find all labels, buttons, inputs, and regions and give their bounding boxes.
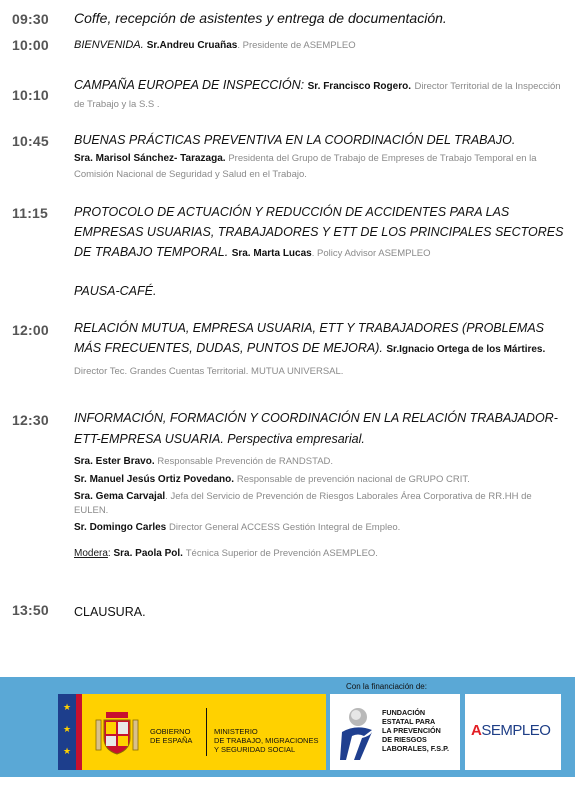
speaker-name: Sr. Manuel Jesús Ortiz Povedano.	[74, 474, 235, 485]
item-time: 11:15	[12, 205, 49, 221]
speaker-name: Sra. Gema Carvajal	[74, 491, 166, 502]
speaker-name: Sra. Ester Bravo.	[74, 456, 155, 467]
item-content	[74, 130, 566, 183]
speaker-entry	[74, 520, 566, 536]
moderator-separator: :	[107, 548, 111, 559]
speaker-role: Director Territorial de la Inspección de Trabajo y la S.S .	[74, 81, 561, 110]
item-title: CLAUSURA.	[74, 605, 146, 619]
item-time: 10:00	[12, 37, 49, 53]
speaker-name: Sr.Ignacio Ortega de los Mártires.	[386, 344, 546, 355]
item-title: Coffe, recepción de asistentes y entrega de documentación.	[74, 10, 447, 26]
pause-label: PAUSA-CAFÉ.	[74, 284, 157, 298]
divider	[206, 708, 207, 756]
item-time: 13:50	[12, 602, 49, 618]
item-title: BUENAS PRÁCTICAS PREVENTIVA EN LA COORDINACIÓN DEL TRABAJO.	[74, 133, 516, 147]
item-content	[74, 202, 566, 301]
speaker-role: . Presidente de ASEMPLEO	[237, 40, 356, 51]
speaker-name: Sr. Francisco Rogero.	[307, 81, 411, 92]
spain-crest-icon	[92, 708, 142, 758]
speaker-entry	[74, 454, 566, 470]
asempleo-wordmark: ASEMPLEO	[471, 722, 551, 739]
speaker-role: Responsable Prevención de RANDSTAD.	[157, 456, 334, 467]
moderator-name: Sra. Paola Pol.	[113, 548, 183, 559]
speaker-name: Sr.Andreu Cruañas	[146, 40, 238, 51]
item-title: BIENVENIDA.	[74, 39, 144, 51]
item-time: 10:45	[12, 133, 49, 149]
speaker-role: . Policy Advisor ASEMPLEO	[311, 248, 431, 259]
item-time: 12:00	[12, 322, 49, 338]
moderator-role: Técnica Superior de Prevención ASEMPLEO.	[185, 548, 378, 559]
speaker-role: Director Tec. Grandes Cuentas Territorial. MUTUA UNIVERSAL.	[74, 366, 344, 377]
financing-label: Con la financiación de:	[346, 682, 427, 691]
speaker-role: Director General ACCESS Gestión Integral de Empleo.	[169, 522, 401, 533]
moderator	[74, 546, 566, 562]
item-time: 10:10	[12, 87, 49, 103]
speaker-name: Sr. Domingo Carles	[74, 522, 167, 533]
item-title: INFORMACIÓN, FORMACIÓN Y COORDINACIÓN EN LA RELACIÓN TRABAJADOR-ETT-EMPRESA USUARIA. Perspectiva empresarial.	[74, 411, 558, 446]
fundacion-logo	[330, 694, 460, 770]
speaker-name: Sra. Marisol Sánchez- Tarazaga.	[74, 153, 226, 164]
speaker-role: . Jefa del Servicio de Prevención de Riesgos Laborales Área Corporativa de RR.HH de EULEN.	[74, 491, 532, 516]
item-title: RELACIÓN MUTUA, EMPRESA USUARIA, ETT Y TRABAJADORES (PROBLEMAS MÁS FRECUENTES, DUDAS, PUNTOS DE MEJORA).	[74, 321, 545, 355]
item-time: 12:30	[12, 412, 49, 428]
item-title: PROTOCOLO DE ACTUACIÓN Y REDUCCIÓN DE ACCIDENTES PARA LAS EMPRESAS USUARIAS, TRABAJADORES Y ETT DE LOS PRINCIPALES SECTORES DE TRABAJO TEMPORAL.	[74, 205, 564, 259]
speaker-entry	[74, 490, 566, 518]
item-content	[74, 35, 566, 56]
speaker-role: Responsable de prevención nacional de GRUPO CRIT.	[236, 474, 470, 485]
item-time: 09:30	[12, 11, 49, 27]
item-content	[74, 8, 566, 28]
fundacion-emblem-icon	[336, 706, 378, 762]
item-title: CAMPAÑA EUROPEA DE INSPECCIÓN:	[74, 78, 305, 92]
eu-flag-icon: ★ ★ ★	[58, 694, 82, 770]
speaker-entry	[74, 472, 566, 488]
sponsors-band	[0, 677, 575, 777]
item-content	[74, 77, 566, 113]
item-content	[74, 408, 566, 562]
spain-flag-stripe	[76, 694, 82, 770]
speaker-role: Presidenta del Grupo de Trabajo de Empreses de Trabajo Temporal en la Comisión Nacional de Seguridad y Salud en el Trabajo.	[74, 153, 537, 180]
ministerio-label: MINISTERIO DE TRABAJO, MIGRACIONES Y SEGURIDAD SOCIAL	[214, 727, 319, 754]
moderator-label: Modera	[74, 548, 108, 559]
item-content	[74, 602, 566, 622]
government-logo	[58, 694, 326, 770]
asempleo-logo	[465, 694, 561, 770]
item-content	[74, 318, 566, 382]
speaker-name: Sra. Marta Lucas	[231, 248, 312, 259]
gobierno-label: GOBIERNO DE ESPAÑA	[150, 727, 193, 745]
fundacion-label: FUNDACIÓN ESTATAL PARA LA PREVENCIÓN DE RIESGOS LABORALES, F.S.P.	[382, 708, 449, 753]
